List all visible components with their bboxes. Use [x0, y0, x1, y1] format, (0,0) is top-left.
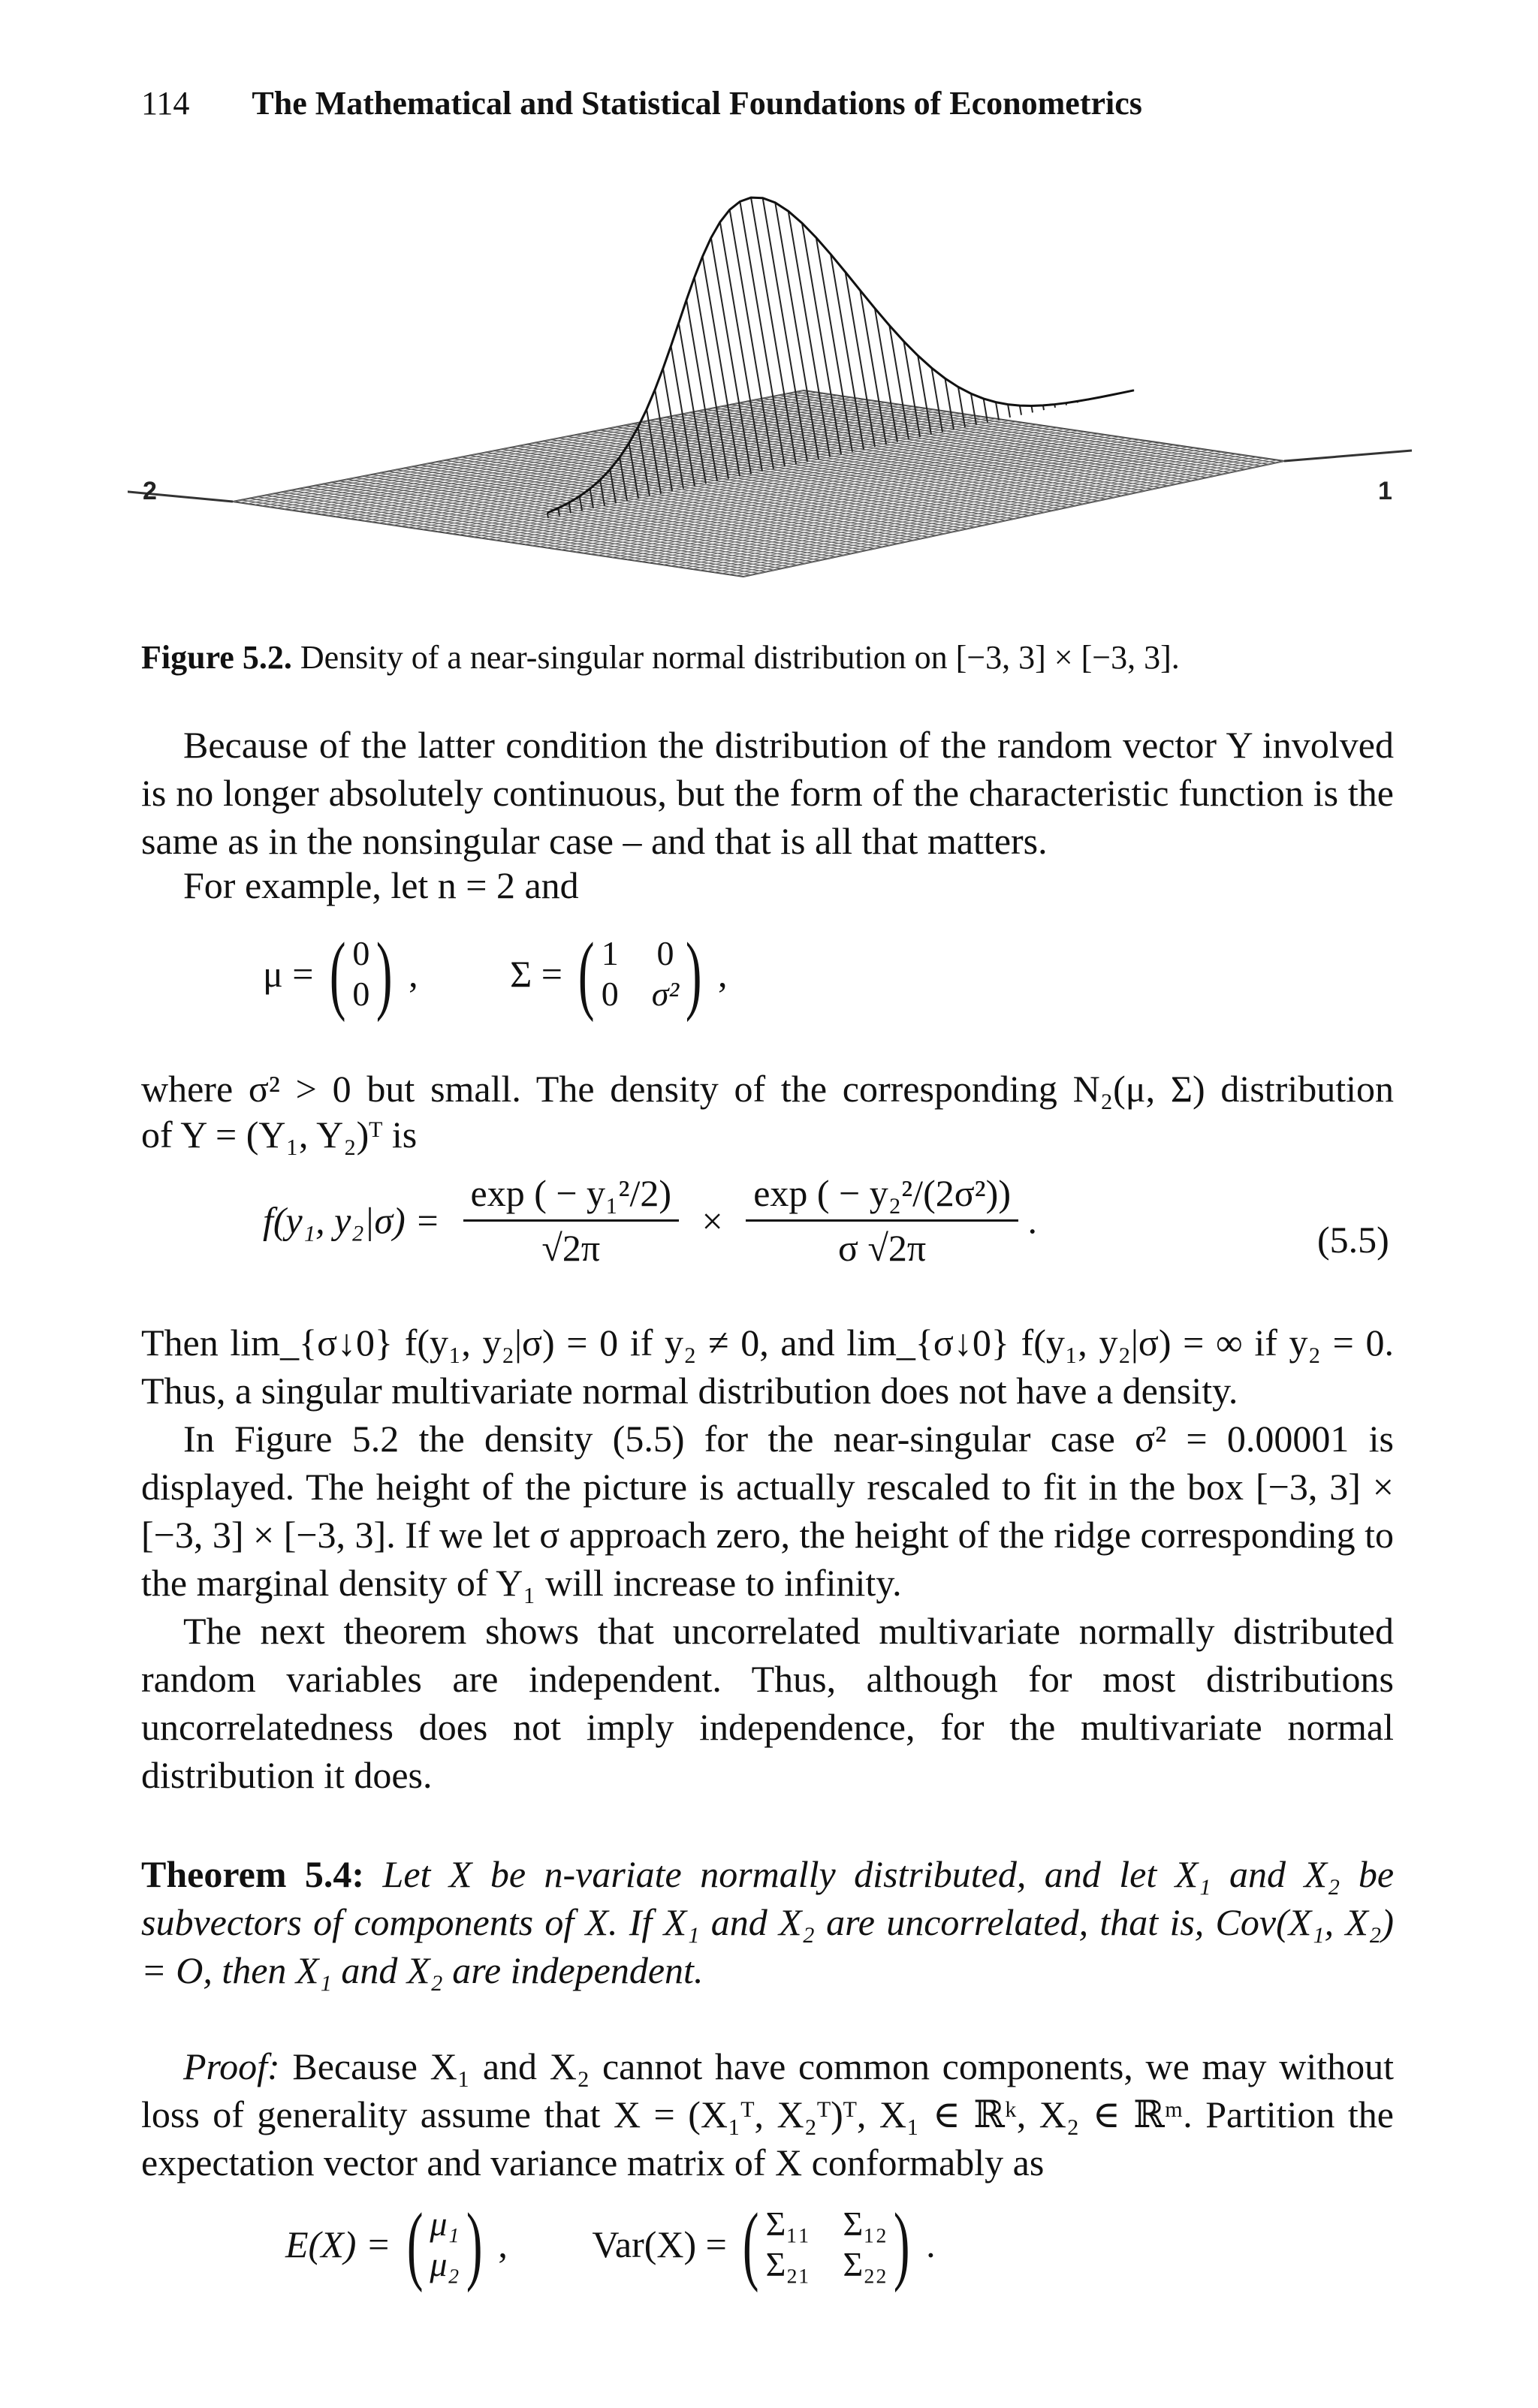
equation-5-5 — [263, 1171, 1037, 1270]
base-plane — [233, 390, 1284, 577]
mu-entry: 0 — [352, 934, 370, 972]
times-sign: × — [701, 1199, 723, 1242]
left-paren: ( — [578, 924, 595, 1023]
sigma-entry: 0 — [656, 934, 674, 972]
variance-entry: Σ₁₁ — [765, 2205, 810, 2243]
fraction-1-numerator: exp ( − y₁²/2) — [463, 1171, 680, 1222]
left-paren: ( — [329, 924, 346, 1023]
left-paren: ( — [406, 2195, 424, 2293]
fraction-2 — [746, 1171, 1018, 1270]
variance-entry: Σ₁₂ — [843, 2205, 888, 2243]
axis-label-1: 1 — [1378, 477, 1392, 505]
running-header — [141, 84, 1142, 122]
sigma-entry: σ² — [651, 975, 680, 1013]
paragraph-3-line-1: where σ² > 0 but small. The density of the corresponding N₂(μ, Σ) distribution — [141, 1068, 1394, 1110]
left-paren: ( — [743, 2195, 759, 2293]
theorem-text: Let X be n-variate normally distributed, and let X₁ and X₂ be subvectors of components of X. If X₁ and X₂ are uncorrelated, that is, Cov(X₁, X₂) = O, then X₁ and X₂ are independent. — [141, 1853, 1395, 1991]
paragraph-2-lead: For example, let n = 2 and — [183, 864, 579, 906]
caption-label: Figure 5.2. — [141, 639, 292, 676]
figure-caption — [141, 638, 1180, 677]
fraction-2-numerator: exp ( − y₂²/(2σ²)) — [746, 1171, 1018, 1222]
eq-lhs: f(y₁, y₂|σ) = — [263, 1199, 440, 1242]
paragraph-6: The next theorem shows that uncorrelated multivariate normally distributed random variables are independent. Thus, although for most distributions uncorrelatedness does not imply independence, for the multivariate normal distribution it does. — [141, 1610, 1394, 1796]
page-number: 114 — [141, 85, 190, 122]
theorem-5-4 — [141, 1850, 1394, 1994]
mu-entry: 0 — [352, 975, 370, 1013]
caption-text: Density of a near-singular normal distribution on [−3, 3] × [−3, 3]. — [300, 639, 1180, 676]
ridge-line — [1008, 405, 1010, 417]
proof-text: Because X₁ and X₂ cannot have common components, we may without loss of generality assume that X = (X₁ᵀ, X₂ᵀ)ᵀ, X₁ ∈ ℝᵏ, X₂ ∈ ℝᵐ. Partition the expectation vector and variance matrix of X conformably as — [141, 2045, 1395, 2183]
fraction-2-denominator: σ √2π — [838, 1227, 927, 1269]
right-paren: ) — [686, 924, 702, 1023]
paragraph-1: Because of the latter condition the distribution of the random vector Y involved is no longer absolutely continuous, but the form of the characteristic function is the same as in the nonsingular case – and that is all that matters. — [141, 724, 1394, 862]
proof — [141, 2042, 1394, 2186]
comma: , — [409, 953, 418, 995]
equation-number: (5.5) — [1317, 1219, 1389, 1261]
comma: , — [498, 2223, 508, 2265]
right-paren: ) — [466, 2195, 482, 2293]
variance-matrix — [766, 2204, 888, 2285]
paragraph-4: Then lim_{σ↓0} f(y₁, y₂|σ) = 0 if y₂ ≠ 0, and lim_{σ↓0} f(y₁, y₂|σ) = ∞ if y₂ = 0. Thus, a singular multivariate normal distribution does not have a density. — [141, 1322, 1394, 1412]
sigma-entry: 1 — [601, 934, 619, 972]
proof-label: Proof: — [183, 2045, 280, 2087]
fraction-1 — [463, 1171, 680, 1270]
axis-1-line — [1284, 451, 1412, 461]
axis-label-2: 2 — [143, 477, 157, 505]
var-label: Var(X) = — [592, 2223, 727, 2265]
mu-sigma-equation — [263, 924, 728, 1023]
period: . — [926, 2223, 936, 2265]
sigma-matrix — [602, 933, 679, 1014]
mu-label: μ = — [263, 953, 314, 995]
theorem-label: Theorem 5.4: — [141, 1853, 365, 1895]
sigma-entry: 0 — [601, 975, 619, 1013]
mean-vector — [430, 2204, 459, 2285]
sigma-label: Σ = — [510, 953, 562, 995]
ridge-line — [1020, 405, 1021, 415]
mean-entry: μ₁ — [430, 2205, 460, 2243]
period: . — [1027, 1199, 1037, 1242]
right-paren: ) — [894, 2195, 910, 2293]
fraction-1-denominator: √2π — [541, 1227, 601, 1269]
mu-vector — [352, 933, 369, 1014]
variance-entry: Σ₂₁ — [765, 2245, 810, 2283]
expectation-variance-equation — [285, 2195, 936, 2293]
book-title: The Mathematical and Statistical Foundations of Econometrics — [252, 85, 1142, 122]
mean-entry: μ₂ — [430, 2245, 460, 2283]
paragraph-3-line-2: of Y = (Y₁, Y₂)ᵀ is — [141, 1114, 418, 1156]
paragraph-5: In Figure 5.2 the density (5.5) for the near-singular case σ² = 0.00001 is displayed. The height of the picture is actually rescaled to fit in the box [−3, 3] × [−3, 3] × [−3, 3]. If we let σ approach zero, the height of the ridge corresponding to the marginal density of Y₁ will increase to infinity. — [141, 1418, 1394, 1604]
comma: , — [718, 953, 728, 995]
right-paren: ) — [376, 924, 393, 1023]
density-surface-figure — [128, 165, 1449, 586]
variance-entry: Σ₂₂ — [843, 2245, 888, 2283]
ridge-line — [996, 402, 999, 420]
ex-label: E(X) = — [285, 2223, 391, 2265]
